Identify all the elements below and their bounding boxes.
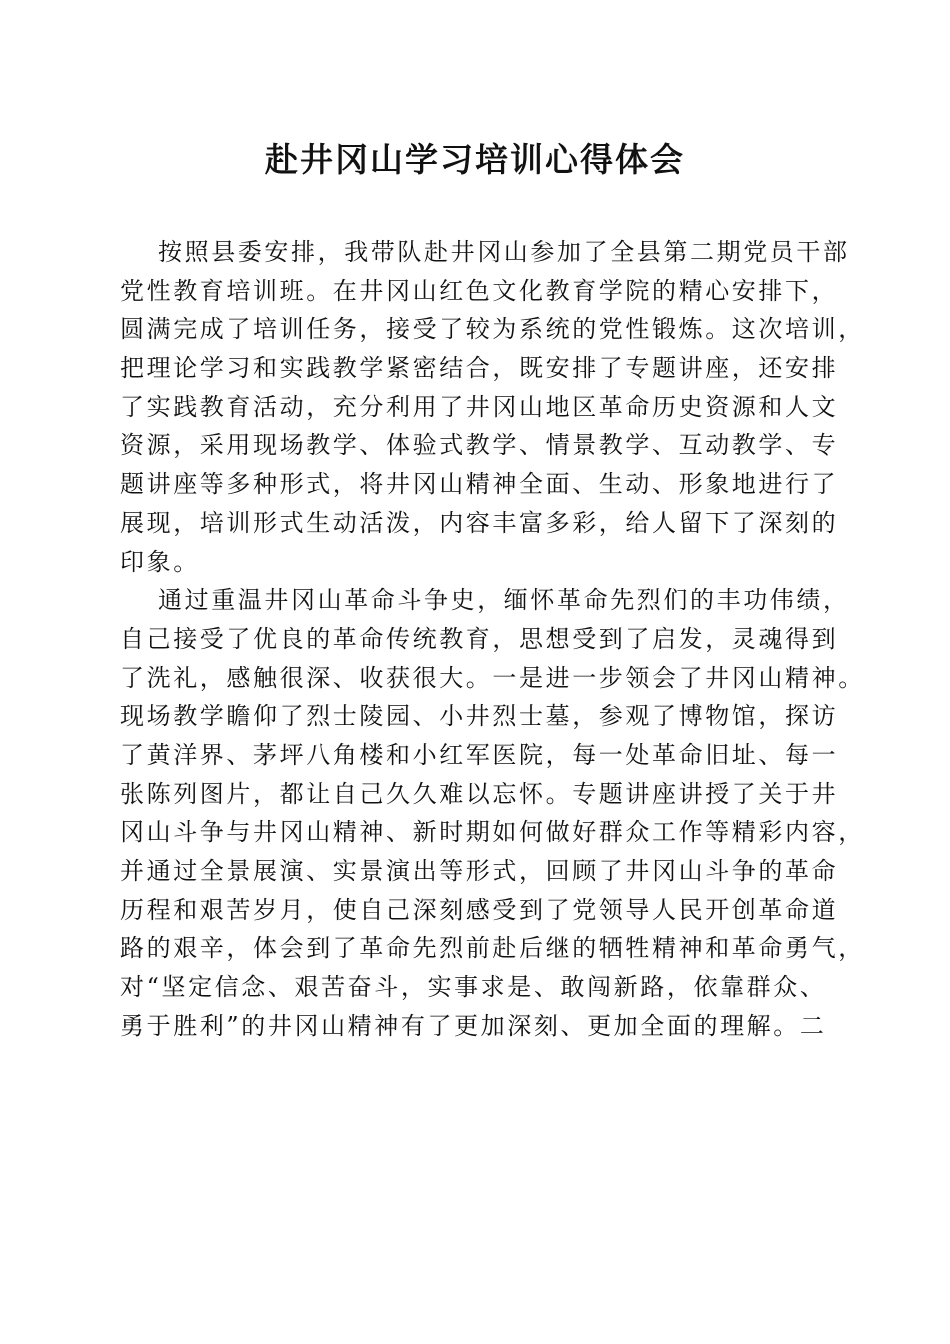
text-line: 勇于胜利”的井冈山精神有了更加深刻、更加全面的理解。二 [120, 1011, 827, 1040]
text-line: 了洗礼，感触很深、收获很大。一是进一步领会了井冈山精神。 [120, 663, 865, 692]
text-line: 历程和艰苦岁月，使自己深刻感受到了党领导人民开创革命道 [120, 895, 839, 924]
document-body [120, 233, 865, 1045]
document-title: 赴井冈山学习培训心得体会 [265, 140, 685, 179]
text-line: 现场教学瞻仰了烈士陵园、小井烈士墓，参观了博物馆，探访 [120, 702, 839, 731]
text-line: 印象。 [120, 547, 200, 576]
text-line: 通过重温井冈山革命斗争史，缅怀革命先烈们的丰功伟绩， [158, 586, 850, 615]
text-line: 并通过全景展演、实景演出等形式，回顾了井冈山斗争的革命 [120, 857, 839, 885]
text-line: 题讲座等多种形式，将井冈山精神全面、生动、形象地进行了 [120, 470, 839, 499]
text-line: 对“坚定信念、艰苦奋斗，实事求是、敢闯新路，依靠群众、 [120, 973, 827, 1002]
paragraph-2 [120, 581, 865, 1045]
text-line: 把理论学习和实践教学紧密结合，既安排了专题讲座，还安排 [120, 354, 839, 383]
text-line: 展现，培训形式生动活泼，内容丰富多彩，给人留下了深刻的 [120, 508, 839, 537]
text-line: 圆满完成了培训任务，接受了较为系统的党性锻炼。这次培训， [120, 315, 865, 344]
text-line: 了实践教育活动，充分利用了井冈山地区革命历史资源和人文 [120, 392, 839, 421]
text-line: 路的艰辛，体会到了革命先烈前赴后继的牺牲精神和革命勇气， [120, 934, 865, 963]
text-line: 党性教育培训班。在井冈山红色文化教育学院的精心安排下， [120, 276, 839, 305]
text-line: 了黄洋界、茅坪八角楼和小红军医院，每一处革命旧址、每一 [120, 740, 839, 769]
text-line: 自己接受了优良的革命传统教育，思想受到了启发，灵魂得到 [120, 624, 839, 653]
text-line: 冈山斗争与井冈山精神、新时期如何做好群众工作等精彩内容， [120, 818, 865, 847]
text-line: 资源，采用现场教学、体验式教学、情景教学、互动教学、专 [120, 431, 839, 460]
text-line: 张陈列图片，都让自己久久难以忘怀。专题讲座讲授了关于井 [120, 779, 839, 808]
paragraph-1 [120, 233, 865, 581]
text-line: 按照县委安排，我带队赴井冈山参加了全县第二期党员干部 [158, 238, 850, 266]
